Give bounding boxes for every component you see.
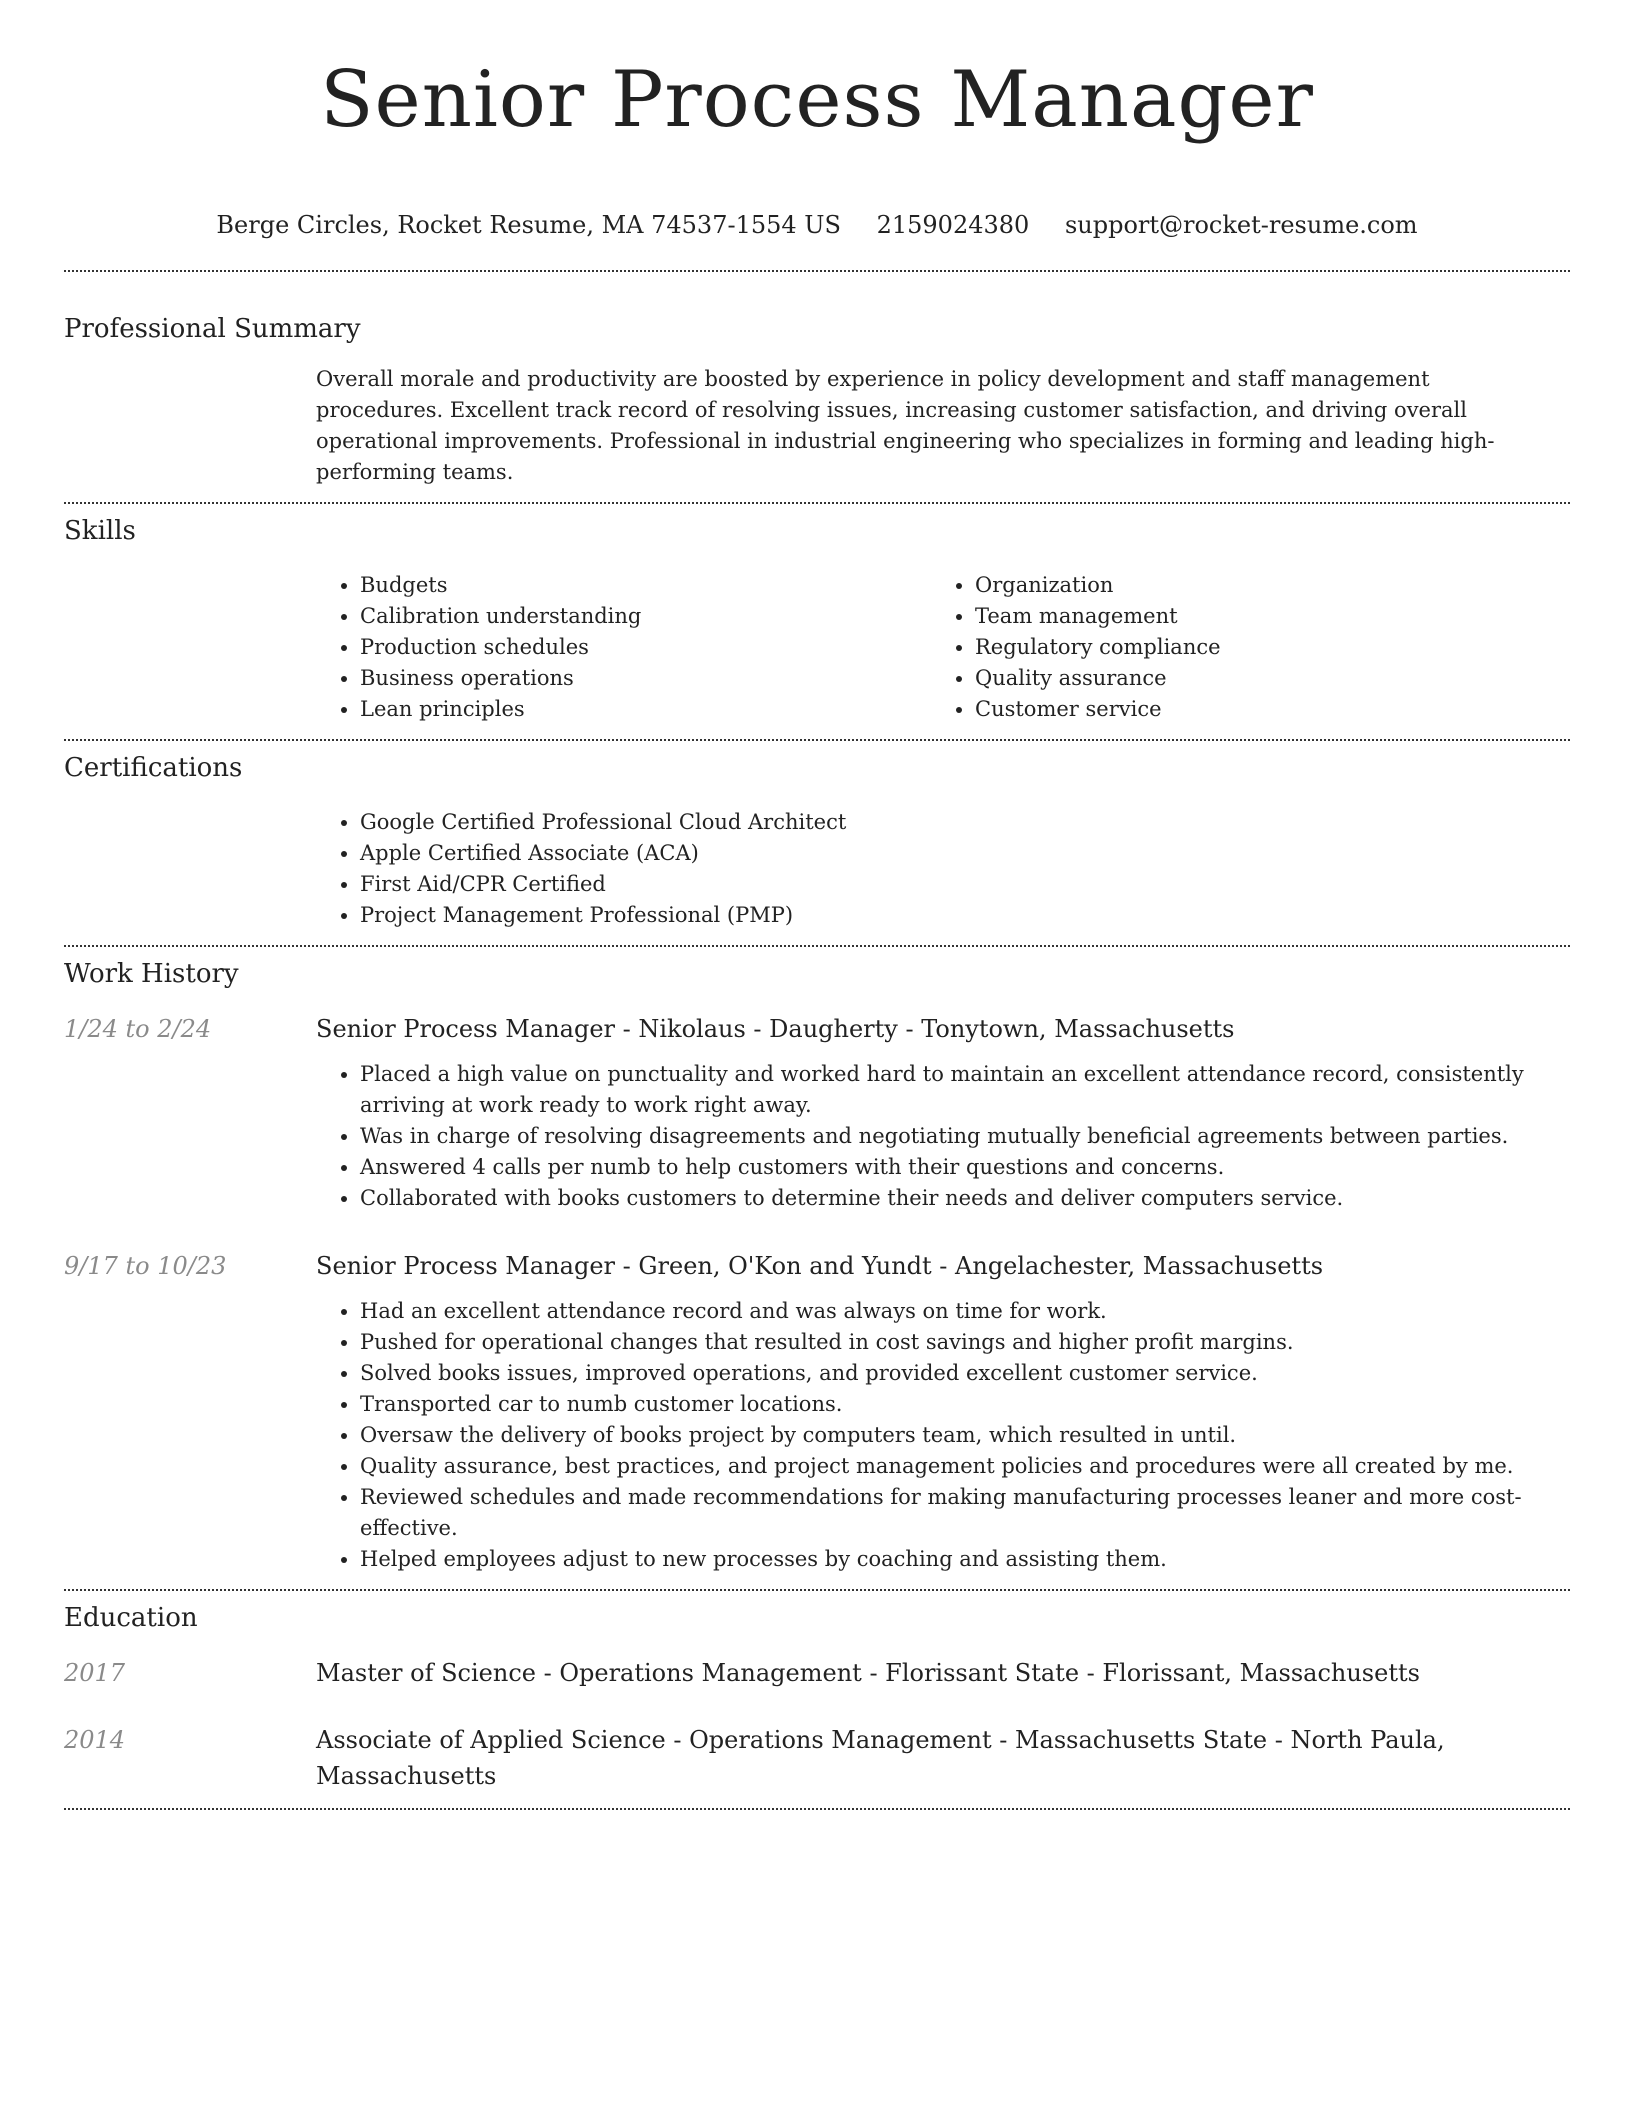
job-bullets-container: [316, 1296, 1570, 1575]
skill-item: • Production schedules: [360, 632, 931, 663]
education-title: Associate of Applied Science - Operations Management - Massachusetts State - North Paula, Massachusetts: [316, 1726, 1445, 1790]
job-title: Senior Process Manager - Nikolaus - Daugherty - Tonytown, Massachusetts: [316, 1015, 1235, 1043]
education-title: Master of Science - Operations Management - Florissant State - Florissant, Massachusetts: [316, 1659, 1420, 1687]
job-bullet: • Quality assurance, best practices, and project management policies and procedures were all created by me.: [360, 1451, 1570, 1482]
section-title-certifications: Certifications: [64, 753, 243, 783]
skill-item: • Organization: [975, 570, 1570, 601]
summary-text: Overall morale and productivity are boosted by experience in policy development and staff management procedures. Excellent track record of resolving issues, increasing customer satisfaction, and driving overall operational improvements. Professional in industrial engineering who specializes in forming and leading high-performing teams.: [316, 367, 1495, 484]
skill-item: • Team management: [975, 601, 1570, 632]
job-title: Senior Process Manager - Green, O'Kon and Yundt - Angelachester, Massachusetts: [316, 1252, 1324, 1280]
job-bullet: • Pushed for operational changes that resulted in cost savings and higher profit margins.: [360, 1327, 1570, 1358]
candidate-name: Senior Process Manager: [320, 55, 1314, 145]
job-bullet: • Transported car to numb customer locations.: [360, 1389, 1570, 1420]
divider-skills: [64, 739, 1570, 741]
contact-phone: 2159024380: [876, 211, 1030, 239]
skill-item: • Regulatory compliance: [975, 632, 1570, 663]
divider-header: [64, 270, 1570, 272]
education-year: 2017: [64, 1659, 126, 1687]
job-dates: 1/24 to 2/24: [64, 1015, 212, 1043]
divider-education: [64, 1808, 1570, 1810]
certifications-list: [316, 807, 1570, 931]
skills-list-left: [316, 570, 931, 725]
job-bullet: • Had an excellent attendance record and was always on time for work.: [360, 1296, 1570, 1327]
skills-list-right: [931, 570, 1570, 725]
certifications-content: [316, 807, 1570, 931]
education-entry: [64, 1722, 1570, 1794]
job-bullet: • Placed a high value on punctuality and worked hard to maintain an excellent attendance record, consistently arriving at work ready to work right away.: [360, 1059, 1570, 1121]
contact-line: [64, 210, 1570, 240]
job-bullet: • Answered 4 calls per numb to help customers with their questions and concerns.: [360, 1152, 1570, 1183]
job-bullet: • Collaborated with books customers to determine their needs and deliver computers service.: [360, 1183, 1570, 1214]
skill-item: • Business operations: [360, 663, 931, 694]
certification-item: • Project Management Professional (PMP): [360, 900, 1570, 931]
skill-item: • Customer service: [975, 694, 1570, 725]
job-bullet: • Solved books issues, improved operations, and provided excellent customer service.: [360, 1358, 1570, 1389]
education-year: 2014: [64, 1726, 126, 1754]
skill-item: • Budgets: [360, 570, 931, 601]
skill-item: • Quality assurance: [975, 663, 1570, 694]
job-bullet: • Helped employees adjust to new processes by coaching and assisting them.: [360, 1544, 1570, 1575]
job-bullets: [316, 1059, 1570, 1214]
resume-page: [64, 0, 1570, 1810]
divider-summary: [64, 502, 1570, 504]
education-entry: [64, 1655, 1570, 1691]
certification-item: • Google Certified Professional Cloud Architect: [360, 807, 1570, 838]
section-title-education: Education: [64, 1603, 198, 1633]
divider-work-history: [64, 1589, 1570, 1591]
section-title-work-history: Work History: [64, 959, 239, 989]
skill-item: • Calibration understanding: [360, 601, 931, 632]
contact-email: support@rocket-resume.com: [1064, 211, 1418, 239]
section-title-summary: Professional Summary: [64, 314, 361, 344]
job-bullet: • Was in charge of resolving disagreements and negotiating mutually beneficial agreements between parties.: [360, 1121, 1570, 1152]
skill-item: • Lean principles: [360, 694, 931, 725]
contact-address: Berge Circles, Rocket Resume, MA 74537-1554 US: [216, 211, 841, 239]
section-title-skills: Skills: [64, 516, 136, 546]
skills-grid: [316, 570, 1570, 725]
job-entry: [64, 1248, 1570, 1284]
job-bullets-container: [316, 1059, 1570, 1214]
job-bullet: • Reviewed schedules and made recommendations for making manufacturing processes leaner and more cost-effective.: [360, 1482, 1570, 1544]
job-bullet: • Oversaw the delivery of books project by computers team, which resulted in until.: [360, 1420, 1570, 1451]
certification-item: • First Aid/CPR Certified: [360, 869, 1570, 900]
job-bullets: [316, 1296, 1570, 1575]
certification-item: • Apple Certified Associate (ACA): [360, 838, 1570, 869]
divider-certifications: [64, 945, 1570, 947]
job-entry: [64, 1011, 1570, 1047]
job-dates: 9/17 to 10/23: [64, 1252, 227, 1280]
